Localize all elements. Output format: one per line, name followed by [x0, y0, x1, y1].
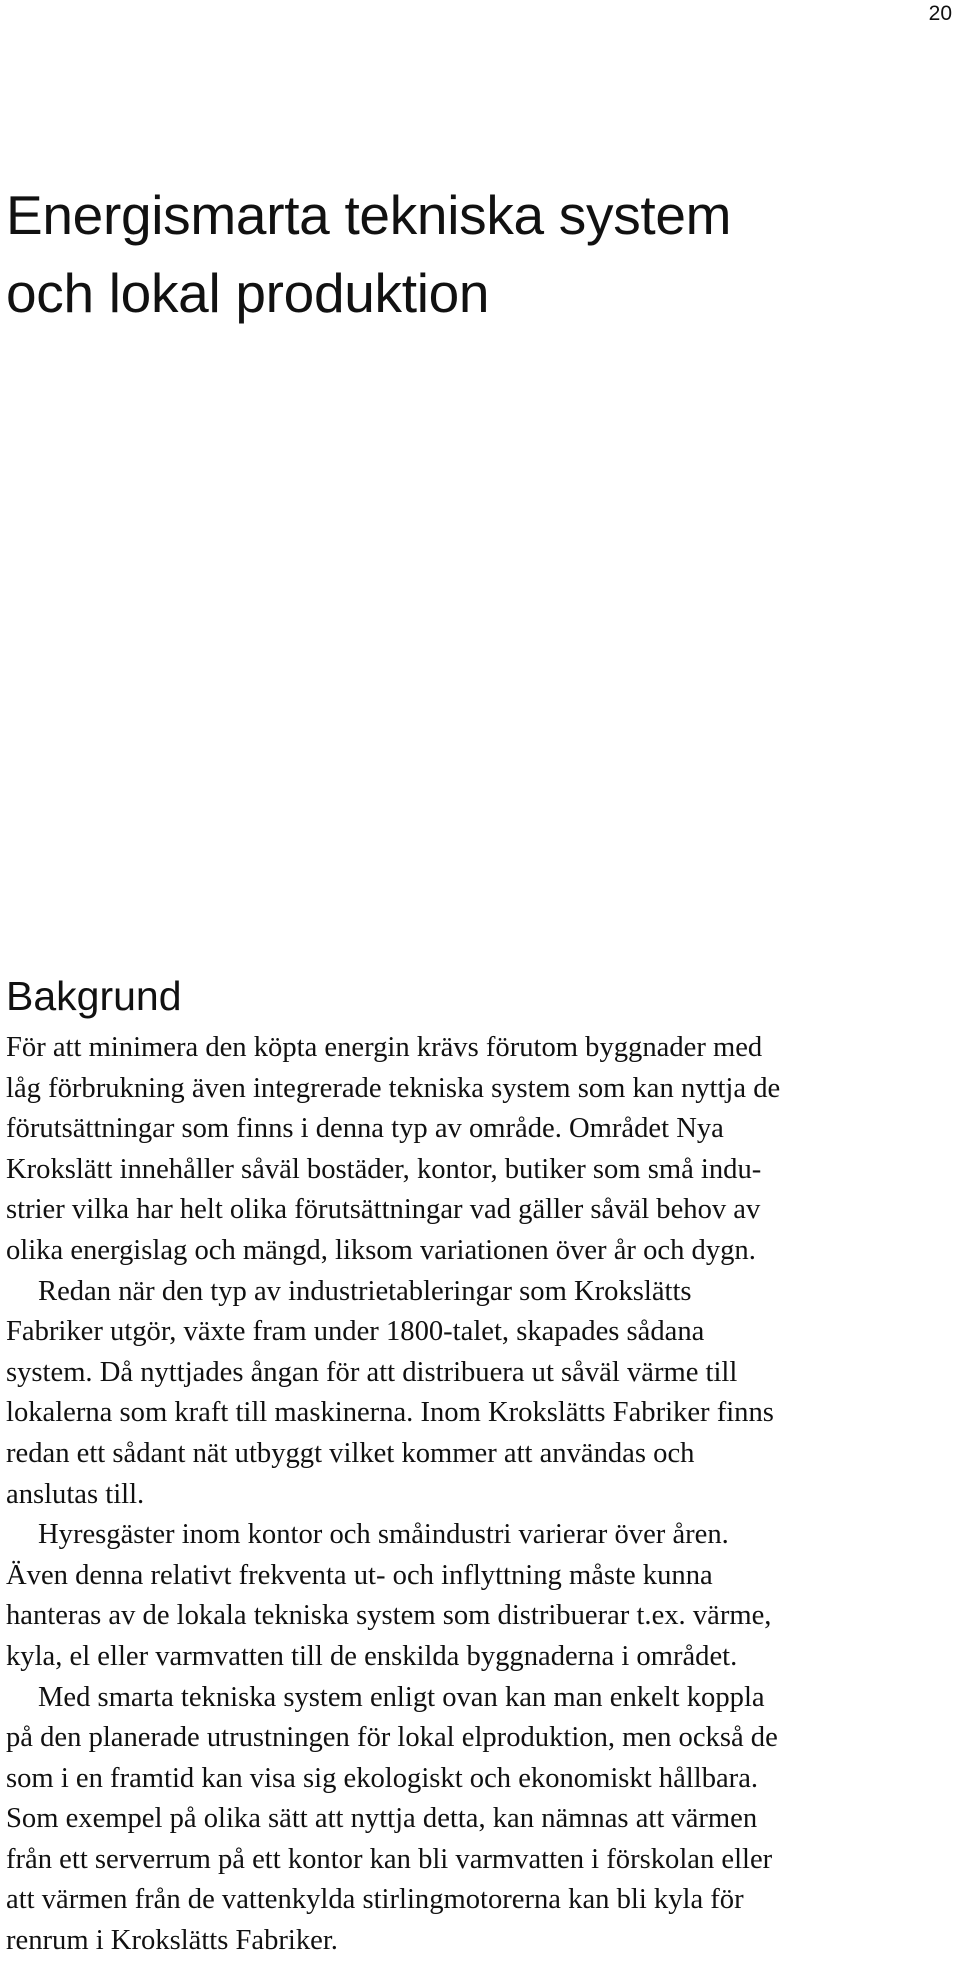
body-text-line: kyla, el eller varmvatten till de enskilda byggnaderna i området. — [6, 1640, 738, 1672]
body-text-line: hanteras av de lokala tekniska system som distribuerar t.ex. värme, — [6, 1600, 772, 1632]
body-text-line: Hyresgäster inom kontor och småindustri varierar över åren. — [38, 1519, 729, 1551]
body-text-line: Med smarta tekniska system enligt ovan kan man enkelt koppla — [38, 1681, 765, 1713]
body-text-line: från ett serverrum på ett kontor kan bli varmvatten i förskolan eller — [6, 1843, 773, 1875]
page-number: 20 — [928, 2, 952, 25]
body-text-line: renrum i Krokslätts Fabriker. — [6, 1925, 338, 1957]
body-text-line: Även denna relativt frekventa ut- och inflyttning måste kunna — [6, 1559, 713, 1591]
body-text-line: förutsättningar som finns i denna typ av område. Området Nya — [6, 1113, 724, 1145]
body-text-line: Redan när den typ av industrietableringar som Krokslätts — [38, 1275, 692, 1307]
body-paragraphs — [6, 1028, 956, 1962]
body-text-line: För att minimera den köpta energin krävs förutom byggnader med — [6, 1032, 763, 1063]
body-text-line: på den planerade utrustningen för lokal elproduktion, men också de — [6, 1722, 778, 1754]
body-text-line: Som exempel på olika sätt att nyttja detta, kan nämnas att värmen — [6, 1803, 758, 1835]
page-title-line: Energismarta tekniska system — [6, 184, 732, 246]
section-heading: Bakgrund — [6, 973, 182, 1019]
page-title-line: och lokal produktion — [6, 262, 490, 324]
body-text-line: lokalerna som kraft till maskinerna. Inom Krokslätts Fabriker finns — [6, 1397, 774, 1429]
page-title — [6, 176, 731, 332]
body-text-line: Fabriker utgör, växte fram under 1800-talet, skapades sådana — [6, 1316, 705, 1348]
body-text-line: att värmen från de vattenkylda stirlingmotorerna kan bli kyla för — [6, 1884, 744, 1916]
body-text-line: som i en framtid kan visa sig ekologiskt och ekonomiskt hållbara. — [6, 1762, 759, 1794]
body-text-line: strier vilka har helt olika förutsättningar vad gäller såväl behov av — [6, 1194, 761, 1226]
body-text-line: olika energislag och mängd, liksom variationen över år och dygn. — [6, 1234, 756, 1266]
body-text-line: låg förbrukning även integrerade tekniska system som kan nyttja de — [6, 1072, 781, 1104]
body-text-line: anslutas till. — [6, 1478, 145, 1510]
body-text-line: system. Då nyttjades ångan för att distribuera ut såväl värme till — [6, 1356, 738, 1388]
body-text-line: redan ett sådant nät utbyggt vilket kommer att användas och — [6, 1437, 695, 1469]
body-text-line: Krokslätt innehåller såväl bostäder, kontor, butiker som små indu- — [6, 1153, 762, 1185]
